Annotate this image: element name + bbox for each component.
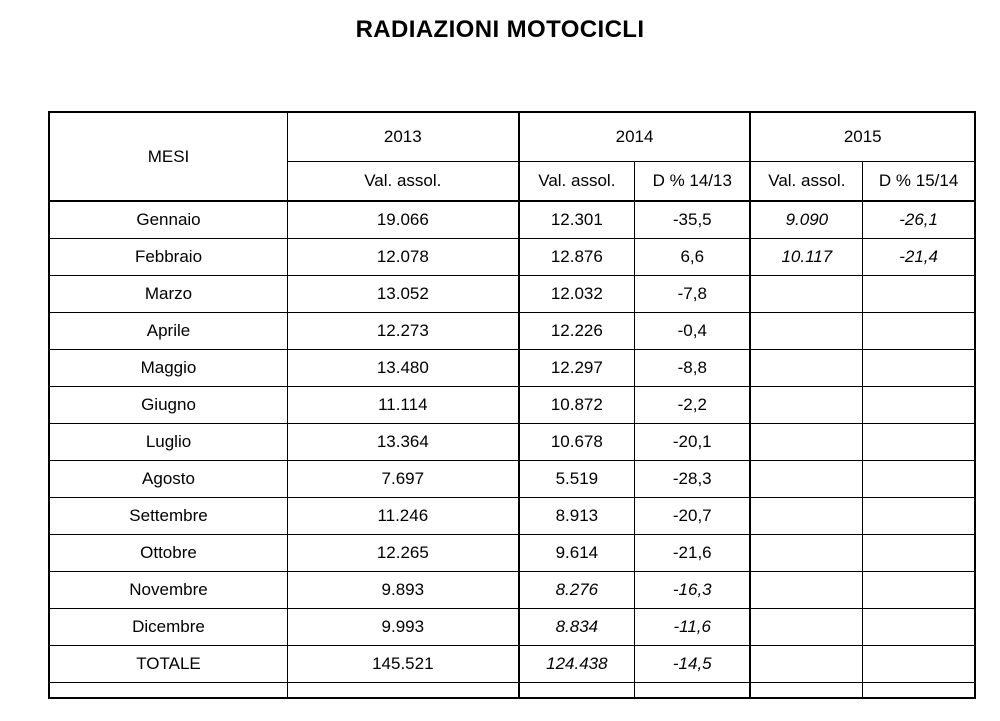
row-2014-value: 8.913 bbox=[519, 498, 635, 535]
header-year-2015: 2015 bbox=[750, 112, 975, 162]
row-2013-value: 9.893 bbox=[288, 572, 519, 609]
row-2014-delta: -7,8 bbox=[635, 276, 751, 313]
row-2015-value bbox=[750, 387, 862, 424]
table-row bbox=[49, 461, 975, 498]
row-2014-delta: -2,2 bbox=[635, 387, 751, 424]
header-row-years bbox=[49, 112, 975, 162]
subheader-2013-val: Val. assol. bbox=[288, 162, 519, 202]
row-2015-delta bbox=[863, 461, 975, 498]
subheader-2015-val: Val. assol. bbox=[750, 162, 862, 202]
row-2013-value: 19.066 bbox=[288, 201, 519, 239]
subheader-2014-val: Val. assol. bbox=[519, 162, 635, 202]
row-2014-value: 12.226 bbox=[519, 313, 635, 350]
total-2014-delta: -14,5 bbox=[635, 646, 751, 683]
row-2015-delta bbox=[863, 350, 975, 387]
row-2015-delta bbox=[863, 498, 975, 535]
row-2015-value bbox=[750, 498, 862, 535]
total-2013-value: 145.521 bbox=[288, 646, 519, 683]
row-2015-value: 10.117 bbox=[750, 239, 862, 276]
row-2013-value: 12.273 bbox=[288, 313, 519, 350]
row-2013-value: 9.993 bbox=[288, 609, 519, 646]
table-row-total bbox=[49, 646, 975, 683]
row-2014-value: 10.678 bbox=[519, 424, 635, 461]
row-2013-value: 13.364 bbox=[288, 424, 519, 461]
table-row bbox=[49, 498, 975, 535]
row-2015-delta bbox=[863, 276, 975, 313]
row-2014-delta: -35,5 bbox=[635, 201, 751, 239]
subheader-2014-delta: D % 14/13 bbox=[635, 162, 751, 202]
row-2015-value bbox=[750, 461, 862, 498]
total-2014-value: 124.438 bbox=[519, 646, 635, 683]
row-2015-delta bbox=[863, 609, 975, 646]
table-row bbox=[49, 350, 975, 387]
document-page bbox=[0, 16, 1000, 721]
row-2013-value: 11.114 bbox=[288, 387, 519, 424]
row-2015-value bbox=[750, 424, 862, 461]
page-title: RADIAZIONI MOTOCICLI bbox=[355, 16, 645, 43]
table-body bbox=[49, 201, 975, 698]
row-month: Gennaio bbox=[49, 201, 288, 239]
row-2014-delta: -0,4 bbox=[635, 313, 751, 350]
table-row bbox=[49, 239, 975, 276]
table-row bbox=[49, 201, 975, 239]
subheader-2015-delta: D % 15/14 bbox=[863, 162, 975, 202]
row-2014-delta: -20,1 bbox=[635, 424, 751, 461]
row-2013-value: 11.246 bbox=[288, 498, 519, 535]
row-2015-delta bbox=[863, 424, 975, 461]
row-2015-delta bbox=[863, 572, 975, 609]
row-month: Novembre bbox=[49, 572, 288, 609]
row-2014-value: 8.834 bbox=[519, 609, 635, 646]
table-row bbox=[49, 424, 975, 461]
table-row bbox=[49, 387, 975, 424]
row-2015-delta bbox=[863, 535, 975, 572]
row-2014-value: 5.519 bbox=[519, 461, 635, 498]
row-month: Luglio bbox=[49, 424, 288, 461]
row-2015-value bbox=[750, 572, 862, 609]
row-2014-delta: 6,6 bbox=[635, 239, 751, 276]
row-2015-value bbox=[750, 535, 862, 572]
row-2013-value: 7.697 bbox=[288, 461, 519, 498]
header-year-2013: 2013 bbox=[288, 112, 519, 162]
row-2014-delta: -8,8 bbox=[635, 350, 751, 387]
row-2014-value: 12.876 bbox=[519, 239, 635, 276]
table-row bbox=[49, 609, 975, 646]
row-2014-delta: -28,3 bbox=[635, 461, 751, 498]
row-month: Agosto bbox=[49, 461, 288, 498]
row-2013-value: 13.052 bbox=[288, 276, 519, 313]
data-table-container bbox=[48, 111, 976, 699]
row-2015-value bbox=[750, 276, 862, 313]
row-2013-value: 13.480 bbox=[288, 350, 519, 387]
row-2015-value bbox=[750, 609, 862, 646]
row-2015-value bbox=[750, 313, 862, 350]
row-2014-delta: -16,3 bbox=[635, 572, 751, 609]
row-2015-value bbox=[750, 350, 862, 387]
total-2015-delta bbox=[863, 646, 975, 683]
table-row bbox=[49, 535, 975, 572]
table-row bbox=[49, 276, 975, 313]
table-bottom-spacer bbox=[49, 683, 975, 699]
row-month: Ottobre bbox=[49, 535, 288, 572]
row-2013-value: 12.078 bbox=[288, 239, 519, 276]
row-2015-value: 9.090 bbox=[750, 201, 862, 239]
row-2014-value: 10.872 bbox=[519, 387, 635, 424]
row-month: Marzo bbox=[49, 276, 288, 313]
row-month: Dicembre bbox=[49, 609, 288, 646]
row-2014-value: 12.301 bbox=[519, 201, 635, 239]
row-2013-value: 12.265 bbox=[288, 535, 519, 572]
row-2014-value: 9.614 bbox=[519, 535, 635, 572]
row-2014-delta: -20,7 bbox=[635, 498, 751, 535]
header-year-2014: 2014 bbox=[519, 112, 751, 162]
header-mesi: MESI bbox=[49, 112, 288, 201]
row-2015-delta bbox=[863, 313, 975, 350]
row-2014-value: 12.032 bbox=[519, 276, 635, 313]
row-month: Maggio bbox=[49, 350, 288, 387]
row-2014-value: 12.297 bbox=[519, 350, 635, 387]
total-2015-value bbox=[750, 646, 862, 683]
total-label: TOTALE bbox=[49, 646, 288, 683]
row-month: Aprile bbox=[49, 313, 288, 350]
table-header bbox=[49, 112, 975, 201]
table-row bbox=[49, 313, 975, 350]
row-2015-delta: -21,4 bbox=[863, 239, 975, 276]
row-2015-delta: -26,1 bbox=[863, 201, 975, 239]
row-2015-delta bbox=[863, 387, 975, 424]
table-row bbox=[49, 572, 975, 609]
row-2014-delta: -21,6 bbox=[635, 535, 751, 572]
row-month: Febbraio bbox=[49, 239, 288, 276]
row-2014-value: 8.276 bbox=[519, 572, 635, 609]
row-month: Giugno bbox=[49, 387, 288, 424]
row-month: Settembre bbox=[49, 498, 288, 535]
radiazioni-motocicli-table bbox=[48, 111, 976, 699]
row-2014-delta: -11,6 bbox=[635, 609, 751, 646]
